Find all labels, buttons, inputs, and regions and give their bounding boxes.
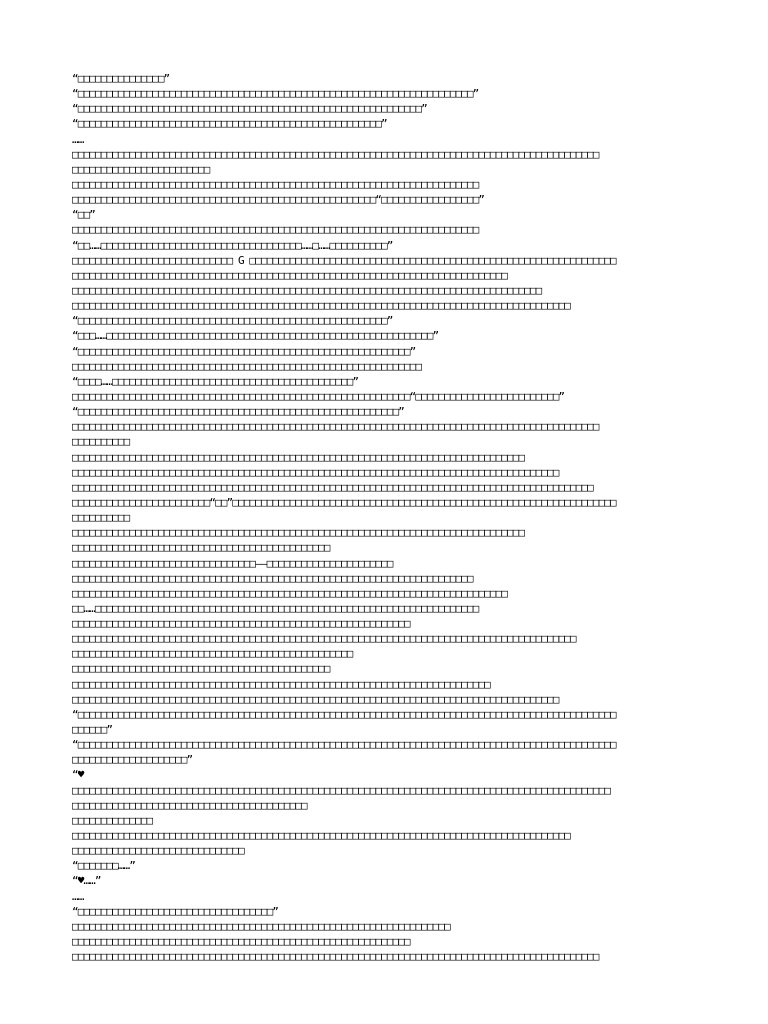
document-page	[72, 71, 700, 964]
text-line: ……	[72, 132, 84, 146]
text-line: “□□□□□□□□□□□□□□□□□□□□□□□□□□□□□□□□□□□□□□□□□□□□□□□□□□□□□”	[72, 117, 387, 131]
text-line: □□□□□□□□□□□□□□	[72, 813, 153, 827]
text-line: □□□□□□□□□□□□□□□□□□□□□□□□□□□□□□□□□□□□□□□□□□□□□□□□□□□□□□□□□□□□□□□□□□□□□□□□□□□□□□□□□□□□□□□	[72, 829, 570, 843]
text-line: □□□□□□□□□□□□□□□□□□□□□□□□□□□□□□□□□□□□□□□□□□□□□	[72, 541, 330, 555]
text-line: □□□□□□□□□□□□□□□□□□□□□□□□□□□□□□□□□□□□□□□□□□□□□□□□□	[72, 647, 353, 661]
text-line: □□□□□□□□□□□□□□□□□□□□□□□□□□□□□□□□□□□□□□□□□□□□□□□□□□□□□□□□□□□□□□□□□□□□□□□□□□□□□□□	[72, 450, 525, 464]
text-line: □□□□□□□□□□□□□□□□□□□□□□□□□□□□□□□□□□□□□□□□□□□□□□□□□□□□□□□□□□□□□□□□□□□□□□□□□□□□□□□□□□	[72, 283, 542, 297]
text-line: □□□□□□□□□□□□□□□□□□□□□□□□□□□□□□□□□□□□□□□□□□□□□□□□□□□□□□□□□□□□□□□□□□□□□□□□□□□□□□□□□□□□□	[72, 465, 559, 479]
text-line: □□□□□□□□□□□□□□□□□□□□”	[72, 753, 193, 767]
text-line: □□□□□□□□□□□□□□□□□□□□□□□□□□□□□□□□□□□□□□□□□□□□□□□□□□□□□□□□□□□□□□□□□□□□□□□□□□□□□□□	[72, 526, 525, 540]
text-line: □□□□□□□□□□□□□□□□□□□□□□□□□□□□□□□□——□□□□□□□□□□□□□□□□□□□□□□	[72, 556, 393, 570]
text-line: □□□□□□□□□□□□□□□□□□□□□□□□□□□□□□□□□□□□□□□□□□□□□	[72, 662, 330, 676]
text-line: □□□□□□□□□□□□□□□□□□□□□□□□□□□□□□□□□□□□□□□□□□□□□□□□□□□□□□□□□□□	[72, 617, 410, 631]
text-line: □□□□□□□□□□□□□□□□□□□□□□□□□□□□□□□□□□□□□□□□□□□□□□□□□□□□□□□□□□□□□	[72, 359, 422, 373]
text-line: □□□□□□□□□□□□□□□□□□□□□□□□□□□□□□□□□□□□□□□□□□□□□□□□□□□□□□□□□□□□□□□□□□□□□□□□□□□□□□□□□□□□□□□□□□□□□□	[72, 783, 610, 797]
text-line: □□……□□□□□□□□□□□□□□□□□□□□□□□□□□□□□□□□□□□□□□□□□□□□□□□□□□□□□□□□□□□□□□□□□□□	[72, 601, 479, 615]
text-line: □□□□□□□□□□□□□□□□□□□□□□□□□□□□□□□□□□□□□□□□□□□□□□□□□□□□□□□□□□□□□□□□□□□□□□	[72, 571, 473, 585]
text-line: “□□□□□□□□□□□□□□□□□□□□□□□□□□□□□□□□□□□□□□□□□□□□□□□□□□□□□□□□□□□□□□□□□□□□□”	[72, 87, 479, 101]
text-line: □□□□□□□□□□□□□□□□□□□□□□□□□□□□□□□□□□□□□□□□□□□□□□□□□□□□□“□□□□□□□□□□□□□□□□□”	[72, 193, 485, 207]
text-line: □□□□□□□□□□□□□□□□□□□□□□□□□□□□□□□□□□□□□□□□□□□□□□□□□□□□□□□□□□□□□□□□□□□□□□□□□□□□□□□□□□□□□□□□□□□□	[72, 147, 599, 161]
text-line: □□□□□□□□□□□□□□□□□□□□□□□□□□□□□□□□□□□□□□□□□□□□□□□□□□□□□□□□□□□□□□□□□□□□□□□	[72, 177, 479, 191]
text-line: □□□□□□”	[72, 723, 113, 737]
text-line: □□□□□□□□□□□□□□□□□□□□□□□□□□□□□□□□□□□□□□□□□□□□□□□□□□□□□□□□□□□□□□□□□□□□□□□□□□□□□□□□□□□□□□□□□□□□	[72, 420, 599, 434]
text-line: ……	[72, 889, 84, 903]
text-line: “□□□□□□□□□□□□□□□□□□□□□□□□□□□□□□□□□□□□□□□□□□□□□□□□□□□□□□□□”	[72, 405, 404, 419]
text-line: “□□□□……□□□□□□□□□□□□□□□□□□□□□□□□□□□□□□□□□□□□□□□□□□”	[72, 374, 359, 388]
text-line: □□□□□□□□□□□□□□□□□□□□□□□□□□□□□□□□□□□□□□□□□□□□□□□□□□□□□□□□□□□□□□□□□□□□□□□□□□□□	[72, 586, 507, 600]
text-line: “□□□□□□□□□□□□□□□□□□□□□□□□□□□□□□□□□□□□□□□□□□□□□□□□□□□□□□□□□□□□”	[72, 102, 427, 116]
text-line: □□□□□□□□□□□□□□□□□□□□□□□□□□□□□□□□□□□□□□□□□□□□□□□□□□□□□□□□□□□□□□□□□□□□□□□□□□□□□□□□□□□□□□□□□□□	[72, 480, 593, 494]
text-line: □□□□□□□□□□	[72, 511, 130, 525]
text-line: □□□□□□□□□□□□□□□□□□□□□□□□□□□□□□□□□□□□□□□□□	[72, 798, 307, 812]
text-line: □□□□□□□□□□□□□□□□□□□□□□□□□□□□□□□□□□□□□□□□□□□□□□□□□□□□□□□□□□□□□□□□□□	[72, 919, 450, 933]
text-line: “□□……□□□□□□□□□□□□□□□□□□□□□□□□□□□□□□□□□□□……□……□□□□□□□□□□”	[72, 238, 393, 252]
text-line: □□□□□□□□□□□□□□□□□□□□□□□□□□□□□□□□□□□□□□□□□□□□□□□□□□□□□□□□□□□□□□□□□□□□□□□□□□□□□□□□□□□□□	[72, 692, 559, 706]
text-line: □□□□□□□□□□□□□□□□□□□□□□□□“□□”□□□□□□□□□□□□□□□□□□□□□□□□□□□□□□□□□□□□□□□□□□□□□□□□□□□□□□□□□□□□□□□□□□□	[72, 495, 616, 509]
text-line: “□□□□□□□□□□□□□□□□□□□□□□□□□□□□□□□□□□□□□□□□□□□□□□□□□□□□□□□□□□”	[72, 344, 416, 358]
text-line: “□□□……□□□□□□□□□□□□□□□□□□□□□□□□□□□□□□□□□□□□□□□□□□□□□□□□□□□□□□□□□”	[72, 329, 439, 343]
text-line: □□□□□□□□□□□□□□□□□□□□□□□□□□□□□□□□□□□□□□□□□□□□□□□□□□□□□□□□□□□□□□□□□□□□□□□□□□□□□□□□□□□□□□□□□□□□	[72, 950, 599, 964]
text-line: “□□□□□□□□□□□□□□□□□□□□□□□□□□□□□□□□□□□□□□□□□□□□□□□□□□□□□□□□□□□□□□□□□□□□□□□□□□□□□□□□□□□□□□□□□□□□□□	[72, 738, 616, 752]
text-line: □□□□□□□□□□	[72, 435, 130, 449]
text-line: □□□□□□□□□□□□□□□□□□□□□□□□□□□□□□□□□□□□□□□□□□□□□□□□□□□□□□□□□□□□□□□□□□□□□□□□□	[72, 677, 490, 691]
text-line: “□□□□□□□□□□□□□□□□□□□□□□□□□□□□□□□□□□□□□□□□□□□□□□□□□□□□□□□□□□□□□□□□□□□□□□□□□□□□□□□□□□□□□□□□□□□□□□	[72, 707, 616, 721]
text-line: “□□□□□□□□□□□□□□□”	[72, 72, 170, 85]
text-line: “□□□□□□□□□□□□□□□□□□□□□□□□□□□□□□□□□□□□□□□□□□□□□□□□□□□□□□”	[72, 314, 393, 328]
text-line: “♥……”	[72, 874, 101, 888]
text-line: □□□□□□□□□□□□□□□□□□□□□□□□□□□□□□□□□□□□□□□□□□□□□□□□□□□□□□□□□□□□□□□□□□□□□□□□□□□□	[72, 268, 507, 282]
text-line: □□□□□□□□□□□□□□□□□□□□□□□□□□□□□□□□□□□□□□□□□□□□□□□□□□□□□□□□□□□□□□□□□□□□□□□□□□□□□□□□□□□□□□□	[72, 299, 570, 313]
text-line: □□□□□□□□□□□□□□□□□□□□□□□□	[72, 162, 210, 176]
text-line: □□□□□□□□□□□□□□□□□□□□□□□□□□□□□□□□□□□□□□□□□□□□□□□□□□□□□□□□□□□□□□□□□□□□□□□	[72, 223, 479, 237]
text-line: “□□”	[72, 208, 95, 222]
text-line: “♥	[72, 768, 84, 782]
text-line: □□□□□□□□□□□□□□□□□□□□□□□□□□□□□□□□□□□□□□□□□□□□□□□□□□□□□□□□□□□“□□□□□□□□□□□□□□□□□□□□□□□□□”	[72, 389, 565, 403]
text-line: “□□□□□□□□□□□□□□□□□□□□□□□□□□□□□□□□□□”	[72, 904, 279, 918]
text-line: □□□□□□□□□□□□□□□□□□□□□□□□□□□□□□	[72, 844, 244, 858]
text-line: □□□□□□□□□□□□□□□□□□□□□□□□□□□□□□□□□□□□□□□□□□□□□□□□□□□□□□□□□□□	[72, 935, 410, 949]
text-line: □□□□□□□□□□□□□□□□□□□□□□□□□□□□ G □□□□□□□□□□□□□□□□□□□□□□□□□□□□□□□□□□□□□□□□□□□□□□□□□□□□□□□□□□□□□□□□	[72, 253, 616, 267]
text-line: □□□□□□□□□□□□□□□□□□□□□□□□□□□□□□□□□□□□□□□□□□□□□□□□□□□□□□□□□□□□□□□□□□□□□□□□□□□□□□□□□□□□□□□□	[72, 632, 576, 646]
text-line: “□□□□□□□……”	[72, 859, 135, 873]
